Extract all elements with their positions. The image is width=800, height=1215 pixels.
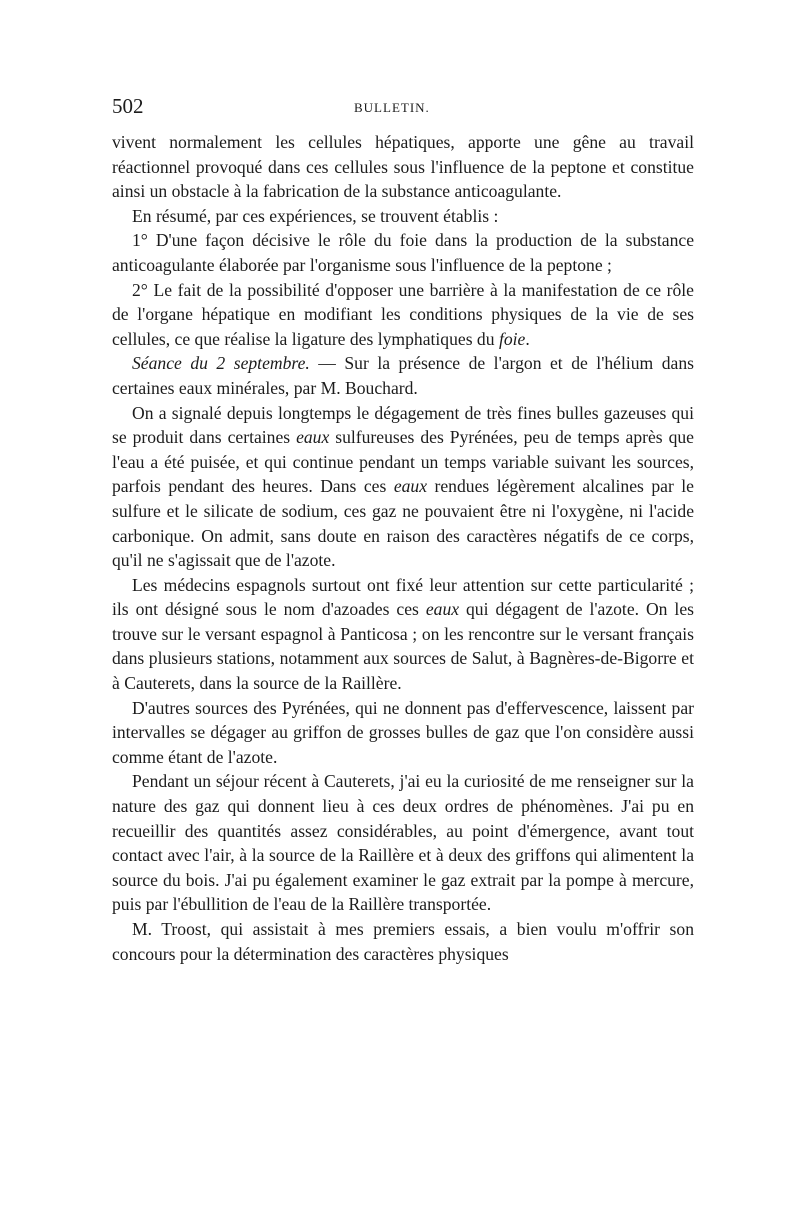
paragraph-bulles (112, 401, 694, 573)
paragraph-text: Les médecins espagnols surtout ont fixé leur attention sur cette particularité ; ils ont désigné sous le nom d'azoades ces (112, 574, 694, 620)
seance-date: Séance du 2 septembre. (132, 353, 310, 374)
paragraph-text: . (525, 328, 530, 349)
page-number: 502 (112, 94, 144, 118)
body-text (112, 130, 694, 966)
italic-word: eaux (393, 476, 428, 497)
paragraph-text: sulfureuses des Pyrénées, peu de temps après que l'eau a été puisée, et qui continue pendant un temps variable suivant les sources, parfois pendant des heures. Dans ces (112, 427, 694, 497)
paragraph-sources (112, 696, 694, 770)
paragraph-medecins (112, 573, 694, 696)
paragraph-text: M. Troost, qui assistait à mes premiers essais, a bien voulu m'offrir son concours pour la détermination des caractères physiques (112, 919, 694, 964)
paragraph-text: On a signalé depuis longtemps le dégagement de très fines bulles gazeuses qui se produit dans certaines (112, 402, 694, 448)
paragraph-seance (112, 351, 694, 400)
paragraph-summary (112, 204, 694, 229)
paragraph-text: — Sur la présence de l'argon et de l'hélium dans certaines eaux minérales, par M. Bouchard. (112, 353, 694, 398)
paragraph-text: 2° Le fait de la possibilité d'opposer une barrière à la manifestation de ce rôle de l'organe hépatique en modifiant les conditions physiques de la vie de ses cellules, ce que réalise la ligature des lymphatiques du (112, 279, 694, 349)
italic-word: eaux (296, 427, 330, 448)
paragraph-text: 1° D'une façon décisive le rôle du foie dans la production de la substance anticoagulante élaborée par l'organisme sous l'influence de la peptone ; (112, 230, 694, 275)
page-header (112, 94, 692, 124)
paragraph-troost (112, 917, 694, 966)
italic-word: eaux (425, 599, 460, 620)
paragraph-text: En résumé, par ces expériences, se trouvent établis : (132, 205, 499, 226)
paragraph-sejour (112, 769, 694, 917)
paragraph-continuation (112, 130, 694, 204)
paragraph-point-1 (112, 228, 694, 277)
paragraph-text: qui dégagent de l'azote. On les trouve sur le versant espagnol à Panticosa ; on les rencontre sur le versant français dans plusieurs stations, notamment aux sources de Salut, à Bagnères-de-Bigorre et à Cauterets, dans la source de la Raillère. (112, 599, 694, 694)
paragraph-point-2 (112, 278, 694, 352)
paragraph-text: Pendant un séjour récent à Cauterets, j'ai eu la curiosité de me renseigner sur la nature des gaz qui donnent lieu à ces deux ordres de phénomènes. J'ai pu en recueillir des quantités assez considérables, au point d'émergence, avant tout contact avec l'air, à la source de la Raillère et à deux des griffons qui alimentent la source du bois. J'ai pu également examiner le gaz extrait par la pompe à mercure, puis par l'ébullition de l'eau de la Raillère transportée. (112, 771, 694, 915)
paragraph-text: D'autres sources des Pyrénées, qui ne donnent pas d'effervescence, laissent par intervalles se dégager au griffon de grosses bulles de gaz que l'on considère aussi comme étant de l'azote. (112, 697, 694, 767)
paragraph-text: rendues légèrement alcalines par le sulfure et le silicate de sodium, ces gaz ne pouvaient être ni l'oxygène, ni l'acide carbonique. On admit, sans doute en raison des caractères négatifs de ce corps, qu'il ne s'agissait que de l'azote. (112, 476, 694, 571)
running-head: BULLETIN. (354, 100, 430, 115)
italic-word: foie (498, 328, 526, 349)
paragraph-text: vivent normalement les cellules hépatiques, apporte une gêne au travail réactionnel provoqué dans ces cellules sous l'influence de la peptone et constitue ainsi un obstacle à la fabrication de la substance anticoagulante. (112, 132, 694, 202)
